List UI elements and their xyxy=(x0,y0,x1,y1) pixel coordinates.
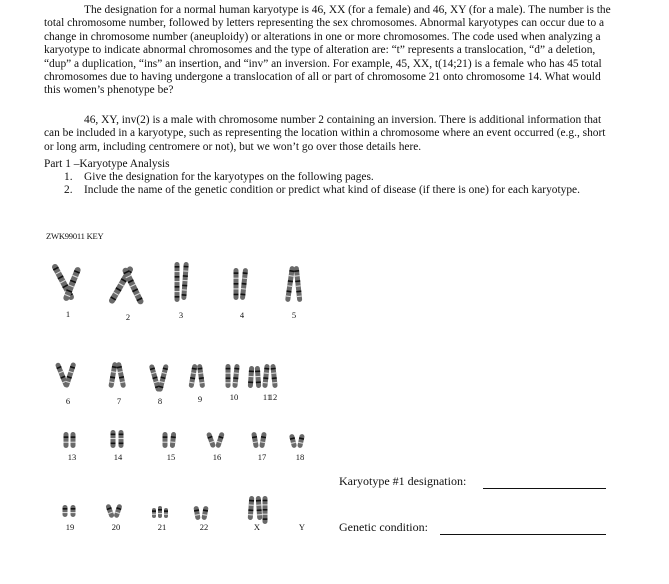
chromosome-label: 19 xyxy=(65,522,75,532)
part-heading: Part 1 –Karyotype Analysis xyxy=(44,158,170,170)
chromosome-label: 18 xyxy=(295,452,305,462)
instruction-text: Include the name of the genetic condition or predict what kind of disease (if there is one) for each karyotype. xyxy=(84,184,580,197)
chromosome-shape xyxy=(262,364,269,388)
chromosome-shape xyxy=(251,432,259,449)
chromosome-shape xyxy=(263,496,268,524)
chromosome-shape xyxy=(270,364,277,388)
chromosome-label: 17 xyxy=(257,452,267,462)
designation-answer-line[interactable] xyxy=(483,488,606,489)
chromosome-shape xyxy=(152,508,156,518)
chromosome-label: 22 xyxy=(199,522,209,532)
chromosome-label: 14 xyxy=(113,452,123,462)
chromosome-shape xyxy=(234,268,239,300)
chromosome-shape xyxy=(105,504,114,519)
chromosome-label: 21 xyxy=(157,522,167,532)
chromosome-label: 15 xyxy=(166,452,176,462)
chromosome-shape xyxy=(71,432,76,448)
chromosome-label: 5 xyxy=(291,310,297,320)
chromosome-shape xyxy=(188,364,197,389)
chromosome-label: 8 xyxy=(157,396,163,406)
chromosome-shape xyxy=(111,430,116,448)
chromosome-shape xyxy=(116,362,126,388)
chromosome-shape xyxy=(215,432,225,449)
instruction-text: Give the designation for the karyotypes on the following pages. xyxy=(84,171,374,183)
chromosome-label: 9 xyxy=(197,394,203,404)
chromosome-shape xyxy=(163,432,168,448)
chromosome-shape xyxy=(193,506,200,521)
chromosome-shape xyxy=(181,262,189,300)
chromosome-label: 4 xyxy=(239,310,245,320)
chromosome-label: Y xyxy=(298,522,306,532)
chromosome-shape xyxy=(294,266,303,302)
chromosome-shape xyxy=(226,364,231,388)
instruction-number: 2. xyxy=(64,184,73,197)
chromosome-shape xyxy=(297,434,305,449)
karyotype-key-label: ZWK99011 KEY xyxy=(46,231,104,241)
intro-paragraph: The designation for a normal human karyotype is 46, XX (for a female) and 46, XY (for a male). The number is the total chromosome number, followed by letters representing the sex chromosomes. Abnormal karyotypes can occur due to a change in chromosome number (aneuploidy) or alterations in one or more chromosomes. The code used when analyzing a karyotype to indicate abnormal chromosomes and the type of alteration are: “t” represents a translocation, “d” a deletion, “dup” a duplication, “ins” an insertion, and “inv” an inversion. For example, 45, XX, t(14;21) is a female who has 45 total chromosomes due to having undergone a translocation of all or part of chromosome 21 onto chromosome 14. What would this women’s phenotype be? xyxy=(44,4,611,97)
chromosome-label: 10 xyxy=(229,392,239,402)
chromosome-shape xyxy=(108,362,117,388)
chromosome-label: X xyxy=(253,522,261,532)
chromosome-shape xyxy=(175,262,180,302)
chromosome-shape xyxy=(255,366,262,388)
instruction-number: 1. xyxy=(64,171,73,183)
chromosome-shape xyxy=(201,506,208,521)
chromosome-shape xyxy=(157,364,169,392)
chromosome-shape xyxy=(113,504,122,519)
chromosome-shape xyxy=(248,366,255,388)
chromosome-shape xyxy=(240,268,248,300)
chromosome-label: 16 xyxy=(212,452,222,462)
designation-label: Karyotype #1 designation: xyxy=(339,474,467,488)
chromosome-shape xyxy=(285,266,295,302)
chromosome-shape xyxy=(289,434,297,449)
chromosome-shape xyxy=(164,508,168,518)
chromosome-label: 11 xyxy=(262,392,272,402)
chromosome-shape xyxy=(232,364,239,388)
chromosome-shape xyxy=(259,432,267,449)
example-paragraph: 46, XY, inv(2) is a male with chromosome number 2 containing an inversion. There is additional information that can be included in a karyotype, such as representing the location within a chromosome where an event occurred (e.g., short or long arm, including centromere or not), but we won’t go over those details here. xyxy=(44,114,606,153)
chromosome-shape xyxy=(256,496,263,520)
chromosome-label: 7 xyxy=(116,396,122,406)
chromosome-label: 6 xyxy=(65,396,71,406)
chromosome-label: 20 xyxy=(111,522,121,532)
chromosome-shape xyxy=(64,362,77,388)
condition-answer-line[interactable] xyxy=(440,534,606,535)
chromosome-shape xyxy=(248,496,255,520)
chromosome-label: 13 xyxy=(67,452,77,462)
chromosome-shape xyxy=(197,364,205,388)
chromosome-shape xyxy=(71,505,76,517)
chromosome-shape xyxy=(63,505,68,517)
chromosome-label: 1 xyxy=(65,309,71,319)
chromosome-shape xyxy=(158,506,162,518)
chromosome-shape xyxy=(119,430,124,448)
condition-label: Genetic condition: xyxy=(339,520,428,534)
chromosome-label: 3 xyxy=(178,310,184,320)
chromosome-shape xyxy=(170,432,177,448)
chromosome-label: 2 xyxy=(125,312,131,322)
chromosome-label: 12 xyxy=(268,392,278,402)
chromosome-shape xyxy=(206,432,216,449)
chromosome-shape xyxy=(122,267,145,306)
chromosome-shape xyxy=(64,432,69,448)
